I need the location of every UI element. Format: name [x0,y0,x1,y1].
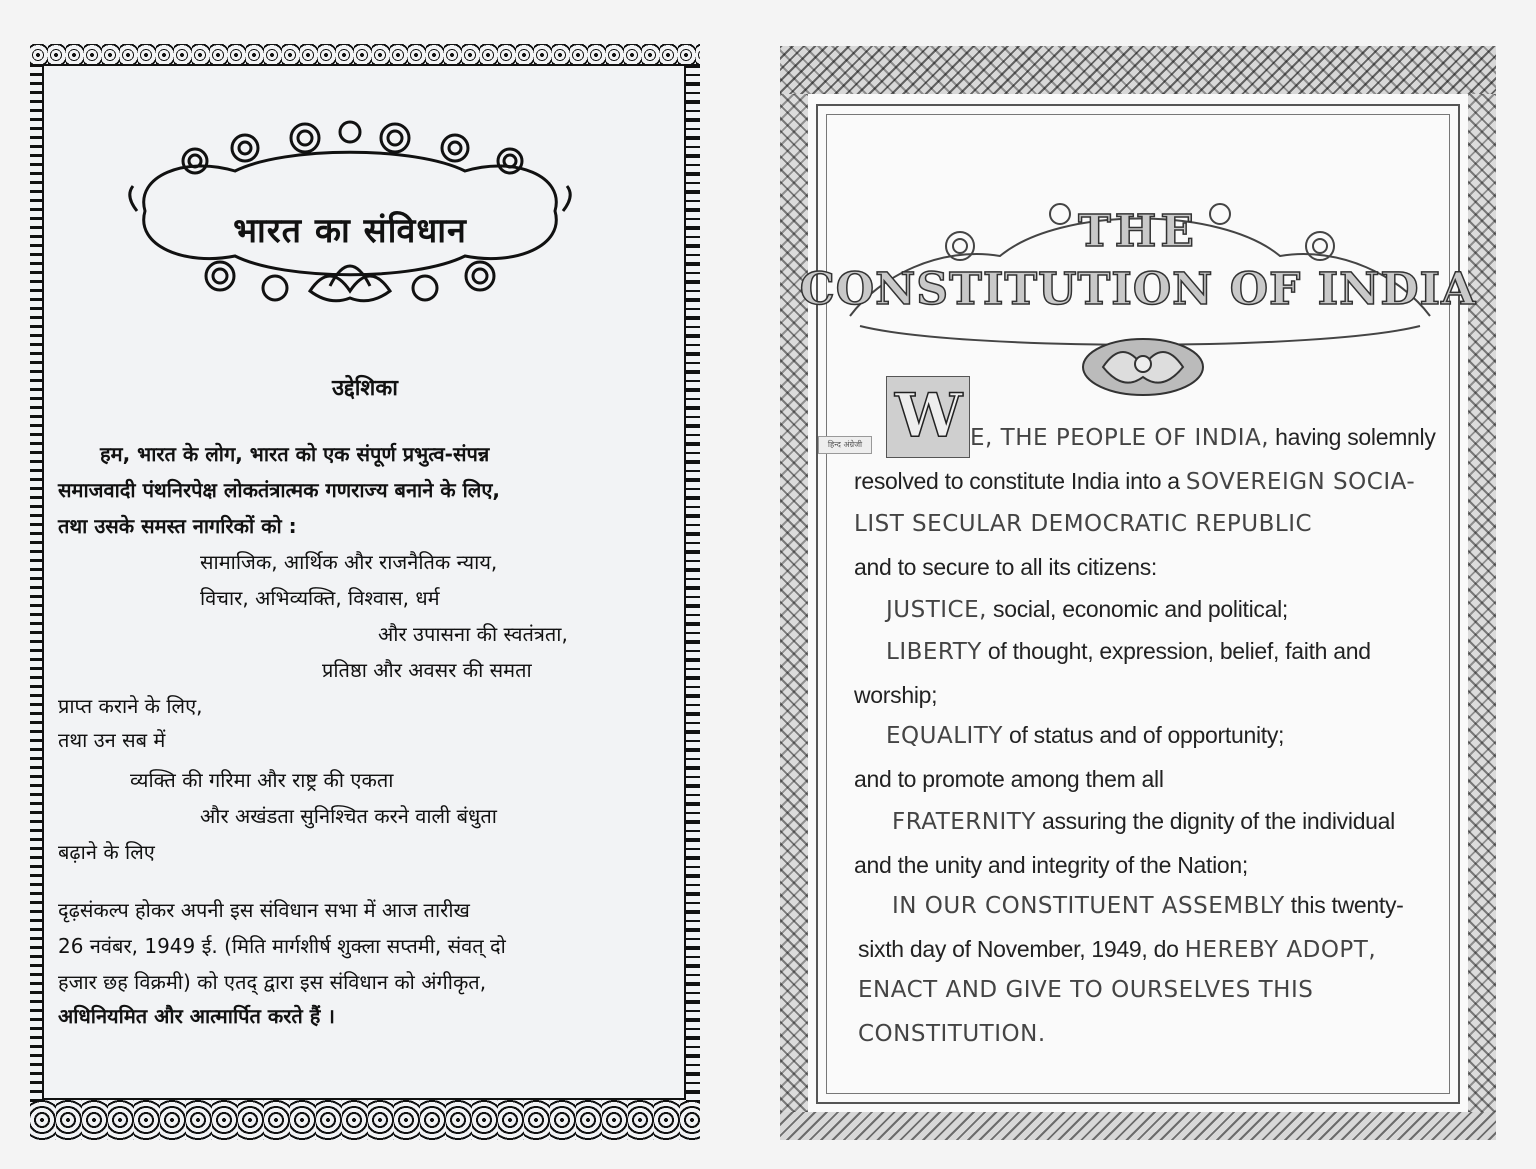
english-line-13: sixth day of November, 1949, do HEREBY ADOPT, [858,936,1377,963]
hindi-line-14: 26 नवंबर, 1949 ई. (मिति मार्गशीर्ष शुक्ला सप्तमी, संवत् दो [58,934,506,958]
english-line-8: EQUALITY of status and of opportunity; [886,722,1285,749]
english-line-9: and to promote among them all [854,766,1164,792]
title-cartouche [125,116,575,316]
hindi-preamble-heading: उद्देशिका [332,376,398,401]
top-ornamental-border [30,44,700,66]
dropcap-w [886,376,970,458]
hindi-line-12: बढ़ाने के लिए [58,840,155,864]
hindi-line-15: हजार छह विक्रमी) को एतद् द्वारा इस संविधान को अंगीकृत, [58,970,487,994]
hindi-line-13: दृढ़संकल्प होकर अपनी इस संविधान सभा में आज तारीख [58,898,470,922]
english-line-2: resolved to constitute India into a SOVEREIGN SOCIA- [854,468,1416,495]
hindi-preamble-page [30,44,700,1140]
hindi-title: भारत का संविधान [233,211,467,251]
left-ornamental-border [30,64,42,1104]
hindi-line-3: तथा उसके समस्त नागरिकों को : [58,514,297,538]
hindi-line-2: समाजवादी पंथनिरपेक्ष लोकतंत्रात्मक गणराज्य बनाने के लिए, [58,478,501,502]
lotus-emblem-icon [1078,332,1208,402]
english-title-line-1: THE [1078,206,1198,257]
english-line-11: and the unity and integrity of the Nation; [854,852,1248,878]
hindi-line-8: प्राप्त कराने के लिए, [58,694,203,718]
english-line-15: CONSTITUTION. [858,1021,1046,1047]
hindi-line-5: विचार, अभिव्यक्ति, विश्वास, धर्म [200,586,440,610]
english-line-10: FRATERNITY assuring the dignity of the individual [892,808,1395,835]
english-line-3: LIST SECULAR DEMOCRATIC REPUBLIC [854,511,1313,537]
english-preamble-page [780,46,1496,1140]
hindi-line-10: व्यक्ति की गरिमा और राष्ट्र की एकता [130,768,394,792]
dropcap-letter: W [895,381,963,451]
hindi-line-1: हम, भारत के लोग, भारत को एक संपूर्ण प्रभुत्व-संपन्न [100,442,490,466]
hindi-line-7: प्रतिष्ठा और अवसर की समता [322,658,532,682]
small-stamp-label: हिन्द अंग्रेजी [818,436,872,454]
english-line-4: and to secure to all its citizens: [854,554,1158,580]
english-line-6: LIBERTY of thought, expression, belief, faith and [886,638,1371,665]
bottom-ornamental-border [780,1112,1496,1140]
right-ornamental-border [686,64,700,1104]
hindi-line-11: और अखंडता सुनिश्चित करने वाली बंधुता [200,804,497,828]
hindi-line-9: तथा उन सब में [58,728,166,752]
english-line-5: JUSTICE, social, economic and political; [886,596,1289,623]
hindi-line-4: सामाजिक, आर्थिक और राजनैतिक न्याय, [200,550,498,574]
hindi-line-16: अधिनियमित और आत्मार्पित करते हैं । [58,1004,335,1028]
top-ornamental-border [780,46,1496,94]
bottom-ornamental-border [30,1100,700,1140]
english-line-7: worship; [854,682,938,708]
english-line-12: IN OUR CONSTITUENT ASSEMBLY this twenty- [892,892,1404,919]
hindi-line-6: और उपासना की स्वतंत्रता, [378,622,568,646]
english-title-line-2: CONSTITUTION OF INDIA [799,264,1477,315]
english-line-1: E, THE PEOPLE OF INDIA, having solemnly [970,424,1436,451]
english-line-14: ENACT AND GIVE TO OURSELVES THIS [858,977,1314,1003]
